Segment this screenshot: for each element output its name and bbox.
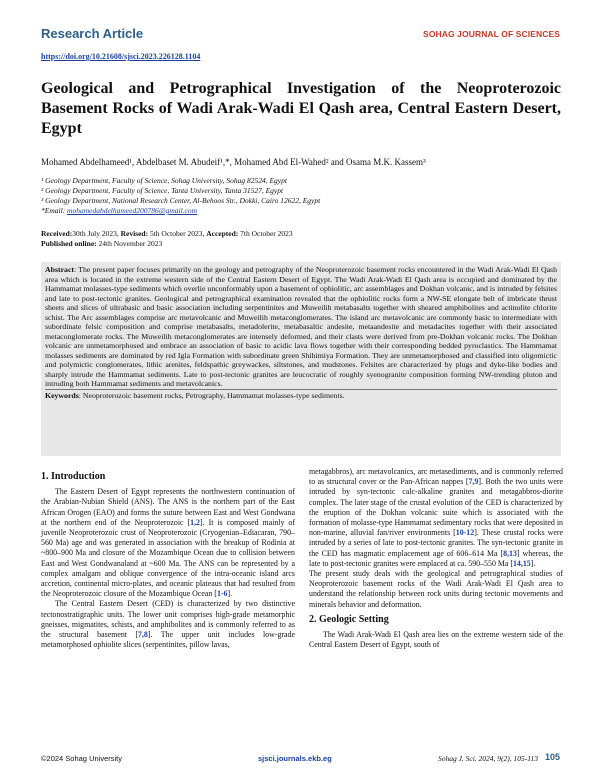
citation-link[interactable]: 7,9	[468, 477, 479, 487]
left-column	[41, 467, 295, 650]
affiliation-3: ³ Geology Department, National Research Center, Al-Behoos Str., Dokki, Cairo 12622, Egypt	[41, 196, 321, 205]
footer-citation: Sohag J. Sci. 2024, 9(2), 105-113	[437, 754, 538, 763]
footer-site-link[interactable]: sjsci.journals.ekb.eg	[258, 754, 332, 763]
journal-name: SOHAG JOURNAL OF SCIENCES	[423, 29, 560, 39]
affiliation-1: ¹ Geology Department, Faculty of Science, Sohag University, Sohag 82524, Egypt	[41, 176, 287, 185]
page-footer	[41, 752, 560, 766]
keywords-text: : Neoproterozoic basement rocks, Petrography, Hammamat molasses-type sediments.	[78, 390, 345, 400]
abstract	[45, 265, 557, 389]
email-line	[41, 206, 561, 216]
abstract-text: : The present paper focuses primarily on the geology and petrography of the Neoproterozoic basement rocks encountered in the Wadi Arak-Wadi El Qash area which is located in the extreme western side of the Central Eastern Desert of Egypt. The Wadi Arak-Wadi El Qash area is occupied and dominated by the Hammamat molasses-type sediments which overlie unconformably upon a basement of ophiolitic, arc assemblages and Dokhan volcanic, and is intruded by felsites and late to post-tectonic granites. Geological and petrographical examination revealed that the ophiolitic rocks form a NW-SE elongate belt of imbricate thrust sheets and slices of ultrabasic and basic association including serpentinites and Muweilih metabasalts together with sheared amphibolites and actinolite chlorite schist. The Arc assemblages comprise arc metavolcanic and Muweilih metaconglomerates. The island arc metavolcanic are commonly basic to intermediate with subordinate felsic composition and comprise metabasalts, metadolerite, metabasaltic andesite, metaandesite and metadacites together with their associated metaconglomerate rocks. The Muweilih metaconglomerates are intensely deformed, and their clasts were derived from pre-Dokhan volcanic rocks. The Dokhan volcanic are unmetamorphosed and embrace an association of basic to acidic lava flows together with their corresponding bedded pyroclastics. The Hammamat molasses sediments are dominated by red Igla Formation with subordinate green Shihimiya Formation. They are unmetamorphosed and classified into oligomictic and polymictic conglomerates, lithic arenites, feldspathic greywackes, siltstones, and mudstones. Felsites are characterized by plugs and dyke-like bodies and sharply intrude the Hammamat sediments. Late to post-tectonic granites are leucocratic of roughly syenogranite composition forming NW-trending pluton and intruding both Hammamat sediments and metavolcanics.	[45, 265, 557, 388]
published-label: Published online:	[41, 239, 97, 248]
keywords-label: Keywords	[45, 390, 79, 400]
keywords	[45, 389, 557, 401]
citation-link[interactable]: 8,13	[503, 548, 517, 558]
email-link[interactable]: mohamedabdelhameed200786@gmail.com	[67, 206, 198, 215]
article-type-label: Research Article	[41, 26, 144, 41]
affiliations	[41, 176, 561, 216]
citation-link[interactable]: 7,8	[137, 630, 148, 640]
intro-heading: 1. Introduction	[41, 471, 106, 482]
abstract-label: Abstract	[45, 265, 75, 274]
intro-paragraph-2: The Central Eastern Desert (CED) is characterized by two distinctive tectonostratigraphic units. The lower unit comprises high-grade metamorphic gneisses, migmatites, schists, and amphibolites and is commonly referred to as the structural basement [7,8]. The upper unit includes low-grade metamorphosed ophiolite slices (serpentinites, pillow lavas,	[41, 599, 295, 650]
received-date: 30th July 2023	[72, 229, 117, 238]
right-column	[309, 467, 563, 650]
intro-paragraph-3: The present study deals with the geological and petrographical studies of Neoproterozoic basement rocks of the Wadi Arak-Wadi El Qash area to understand the relationship between rock units during tectonic movements and minerals behavior and deformation.	[309, 569, 563, 609]
revised-date: 5th October 2023	[149, 229, 203, 238]
accepted-date: 7th October 2023	[240, 229, 293, 238]
citation-link[interactable]: 10-12	[455, 528, 475, 538]
page-number: 105	[544, 752, 560, 762]
intro-paragraph-2-cont: metagabbros), arc metavolcanics, arc metasediments, and is commonly referred to as structural cover or the Pan-African nappes [7,9]. Both the two units were intruded by syn-tectonic calc-alkaline granites and metagabbros-diorite complex. The later stage of the crustal evolution of the CED is characterized by the eruption of the Dokhan volcanic suite which is associated with the formation of molasse-type Hammamat sedimentary rocks that were deposited in non-marine, alluvial fan/river environments [10-12]. These crustal rocks were intruded by a series of late to post-tectonic granites. The syn-tectonic granite in the CED has magmatic emplacement age of 606–614 Ma [8,13] whereas, the late to post-tectonic granites were emplaced at ca. 590–550 Ma [14,15].	[309, 467, 563, 568]
intro-paragraph-1: The Eastern Desert of Egypt represents the northwestern continuation of the Arabian-Nubian Shield (ANS). The ANS is the northern part of the East African Orogen (EAO) and forms the suture between East and West Gondwana at the northern end of the Neoproterozoic [1,2]. It is composed mainly of juvenile Neoproterozoic crust of Neoproterozoic (Cryogenian–Ediacaran, 790–560 Ma) age and was generated in association with the breakup of Rodinia at ~800–900 Ma and closure of the Mozambique Ocean due to collision between East and West Gondwanaland at ~600 Ma. The ANS can be represented by a complex amalgam and oblique convergence of the intra-oceanic island arcs accretion, continental micro-plates, and oceanic plateaus that had resulted from the Neoproterozoic closure of the Mozambique Ocean [1-6].	[41, 487, 296, 599]
footer-copyright: ©2024 Sohag University	[41, 754, 122, 763]
abstract-box	[41, 262, 561, 456]
revised-label: Revised:	[120, 229, 149, 238]
geologic-setting-heading: 2. Geologic Setting	[309, 613, 389, 625]
email-label: *Email:	[41, 206, 68, 215]
page-header	[41, 26, 560, 46]
affiliation-2: ² Geology Department, Faculty of Science, Tanta University, Tanta 31527, Egypt	[41, 186, 284, 195]
citation-link[interactable]: 14,15	[512, 558, 531, 568]
author-list: Mohamed Abdelhameed¹, Abdelbaset M. Abudeif¹,*, Mohamed Abd El-Wahed² and Osama M.K. Kassem³	[41, 157, 426, 167]
publication-dates: Received:30th July 2023, Revised: 5th October 2023, Accepted: 7th October 2023 Published online: 24th November 2023	[41, 229, 293, 248]
received-label: Received:	[41, 229, 73, 238]
paper-title: Geological and Petrographical Investigation of the Neoproterozoic Basement Rocks of Wadi Arak-Wadi El Qash area, Central Eastern Desert, Egypt	[41, 80, 561, 137]
citation-link[interactable]: 1,2	[190, 517, 201, 527]
citation-link[interactable]: 1-6	[216, 589, 228, 599]
doi-link[interactable]: https://doi.org/10.21608/sjsci.2023.226128.1104	[41, 52, 201, 61]
published-date: 24th November 2023	[98, 239, 163, 248]
geologic-setting-paragraph: The Wadi Arak-Wadi El Qash area lies on the extreme western side of the Central Eastern Desert of Egypt, south of	[309, 630, 563, 650]
accepted-label: Accepted:	[206, 229, 239, 238]
